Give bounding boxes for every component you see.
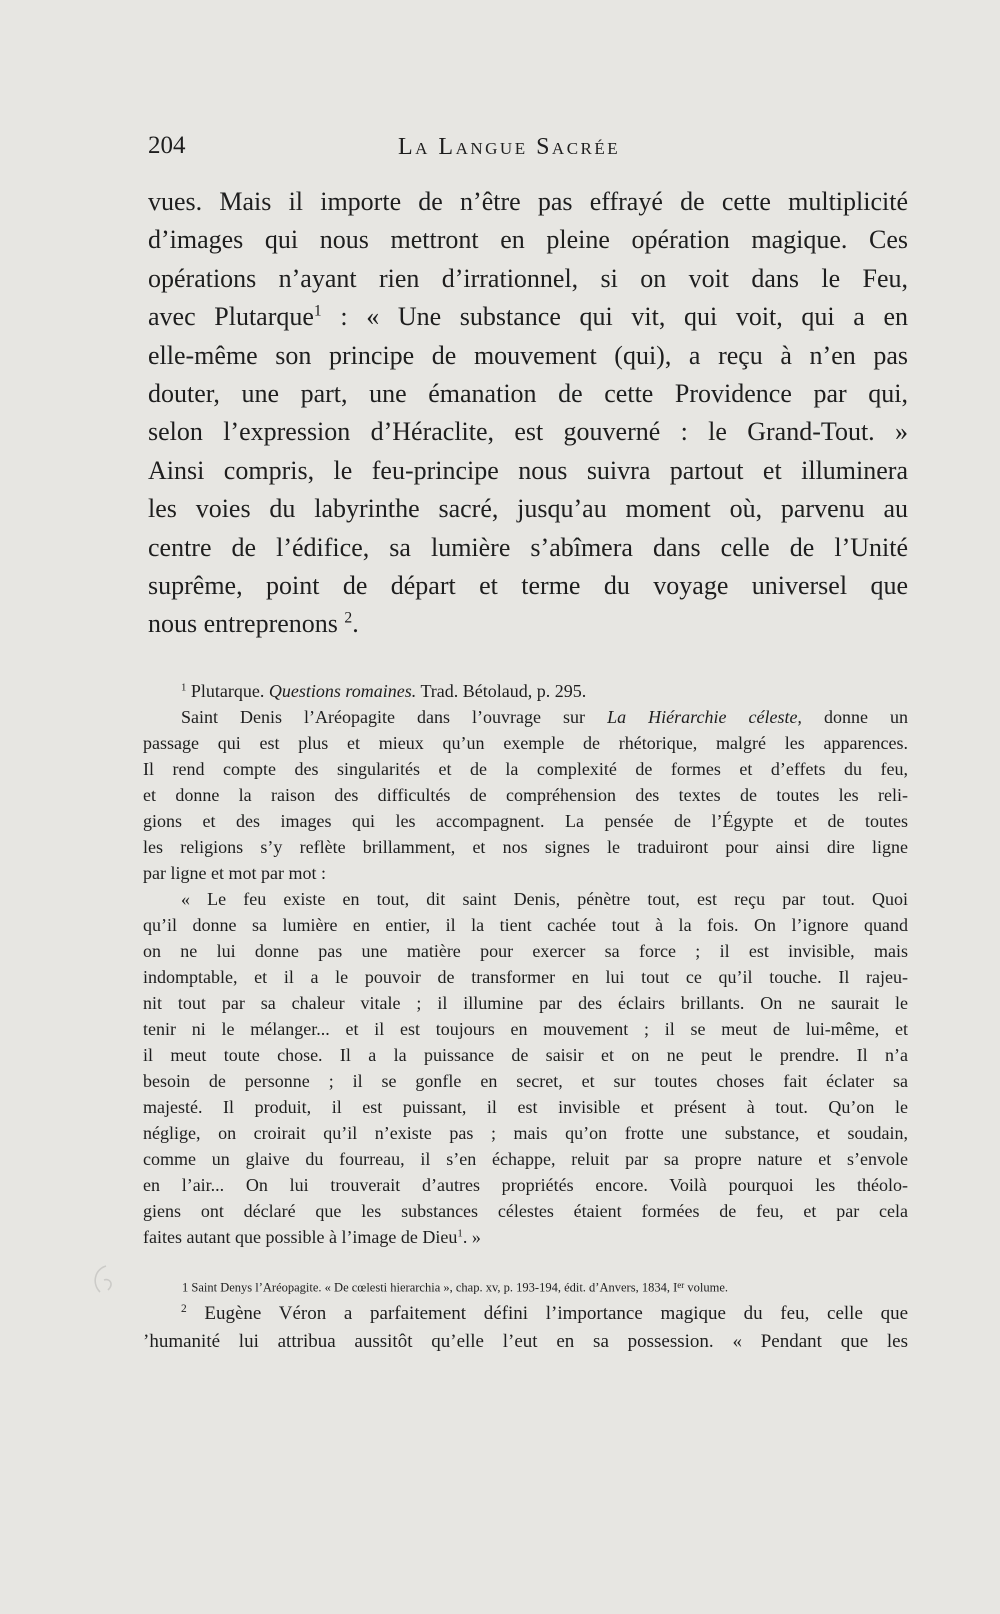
text-line: opérations n’ayant rien d’irrationnel, si on voit dans le Feu,	[148, 263, 908, 293]
text-line: selon l’expression d’Héraclite, est gouverné : le Grand-Tout. »	[148, 417, 908, 447]
footnote-1	[143, 678, 908, 1250]
quote-line: comme un glaive du fourreau, il s’en échappe, reluit par sa propre nature et s’envole	[143, 1149, 908, 1169]
footnote-marker: 1	[181, 681, 187, 694]
running-head	[148, 132, 908, 172]
footnote-ref: 1	[457, 1227, 463, 1240]
text-line: suprême, point de départ et terme du voyage universel que	[148, 570, 908, 600]
footnote-line: par ligne et mot par mot :	[143, 863, 326, 883]
quote-line: on ne lui donne pas une matière pour exercer sa force ; il est invisible, mais	[143, 941, 908, 961]
text-line: elle-même son principe de mouvement (qui), a reçu à n’en pas	[148, 340, 908, 370]
quote-line: nit tout par sa chaleur vitale ; il illumine par des éclairs brillants. On ne saurait le	[143, 993, 908, 1013]
quote-line: néglige, on croirait qu’il n’existe pas ; mais qu’on frotte une substance, et soudain,	[143, 1123, 908, 1143]
text-line: les voies du labyrinthe sacré, jusqu’au moment où, parvenu au	[148, 494, 908, 524]
quote-line: tenir ni le mélanger... et il est toujours en mouvement ; il se meut de lui-même, et	[143, 1019, 908, 1039]
quote-line: besoin de personne ; il se gonfle en secret, et sur toutes choses fait éclater sa	[143, 1071, 908, 1091]
quote-line: il meut toute chose. Il a la puissance de saisir et on ne peut le prendre. Il n’a	[143, 1045, 908, 1065]
quote-line: indomptable, et il a le pouvoir de transformer en lui tout ce qu’il touche. Il rajeu-	[143, 967, 908, 987]
footnote-2	[143, 1300, 908, 1356]
footnote-marker: 2	[181, 1303, 187, 1316]
footnote-line: et donne la raison des difficultés de compréhension des textes de toutes les reli-	[143, 785, 908, 805]
footnote-line: Il rend compte des singularités et de la complexité de formes et d’effets du feu,	[143, 759, 908, 779]
footnote-line: Saint Denis l’Aréopagite dans l’ouvrage sur La Hiérarchie céleste, donne un	[181, 707, 908, 727]
footnote-line: $^2$ Eugène Véron a parfaitement défini l’importance magique du feu, celle que	[181, 1303, 908, 1324]
text-line: Ainsi compris, le feu-principe nous suivra partout et illuminera	[148, 455, 908, 485]
quote-line: « Le feu existe en tout, dit saint Denis, pénètre tout, est reçu par tout. Quoi	[181, 889, 908, 909]
footnote-line: gions et des images qui les accompagnent. La pensée de l’Égypte et de toutes	[143, 811, 908, 831]
running-title: La Langue Sacrée	[398, 134, 621, 160]
footnote-line: les religions s’y reflète brillamment, et nos signes le traduiront pour ainsi dire ligne	[143, 837, 908, 857]
text-line: centre de l’édifice, sa lumière s’abîmera dans celle de l’Unité	[148, 532, 908, 562]
quote-line: qu’il donne sa lumière en entier, il la tient cachée tout à la fois. On l’ignore quand	[143, 915, 908, 935]
footnote-line: ’humanité lui attribua aussitôt qu’elle l’eut en sa possession. « Pendant que les	[143, 1331, 908, 1352]
page-number: 204	[148, 132, 186, 159]
quote-line: en l’air... On lui trouverait d’autres propriétés encore. Voilà pourquoi les théolo-	[143, 1175, 908, 1195]
footnote-line: passage qui est plus et mieux qu’un exemple de rhétorique, malgré les apparences.	[143, 733, 908, 753]
main-text	[148, 183, 908, 644]
sub-footnote: 1 Saint Denys l’Aréopagite. « De cœlesti hierarchia », chap. xv, p. 193-194, édit. d’Anvers, 1834, Ier volume.	[182, 1280, 728, 1295]
text-line: nous entreprenons $^2$.	[148, 609, 359, 639]
footnote-ref: 2	[344, 609, 353, 627]
text-line: avec Plutarque$^1$ : « Une substance qui vit, qui voit, qui a en	[148, 302, 909, 332]
pencil-mark	[88, 1262, 118, 1300]
text-line: douter, une part, une émanation de cette Providence par qui,	[148, 378, 908, 408]
quote-line: giens ont déclaré que les substances célestes étaient formées de feu, et par cela	[143, 1201, 908, 1221]
quote-line: faites autant que possible à l’image de Dieu$^1$. »	[143, 1227, 481, 1247]
quote-line: majesté. Il produit, il est puissant, il est invisible et présent à tout. Qu’on le	[143, 1097, 908, 1117]
text-line: vues. Mais il importe de n’être pas effrayé de cette multiplicité	[148, 187, 908, 216]
footnote-ref: 1	[313, 302, 322, 320]
footnote-citation: $^1$ Plutarque. Questions romaines. Trad. Bétolaud, p. 295.	[181, 681, 587, 701]
text-line: d’images qui nous mettront en pleine opération magique. Ces	[148, 225, 908, 255]
